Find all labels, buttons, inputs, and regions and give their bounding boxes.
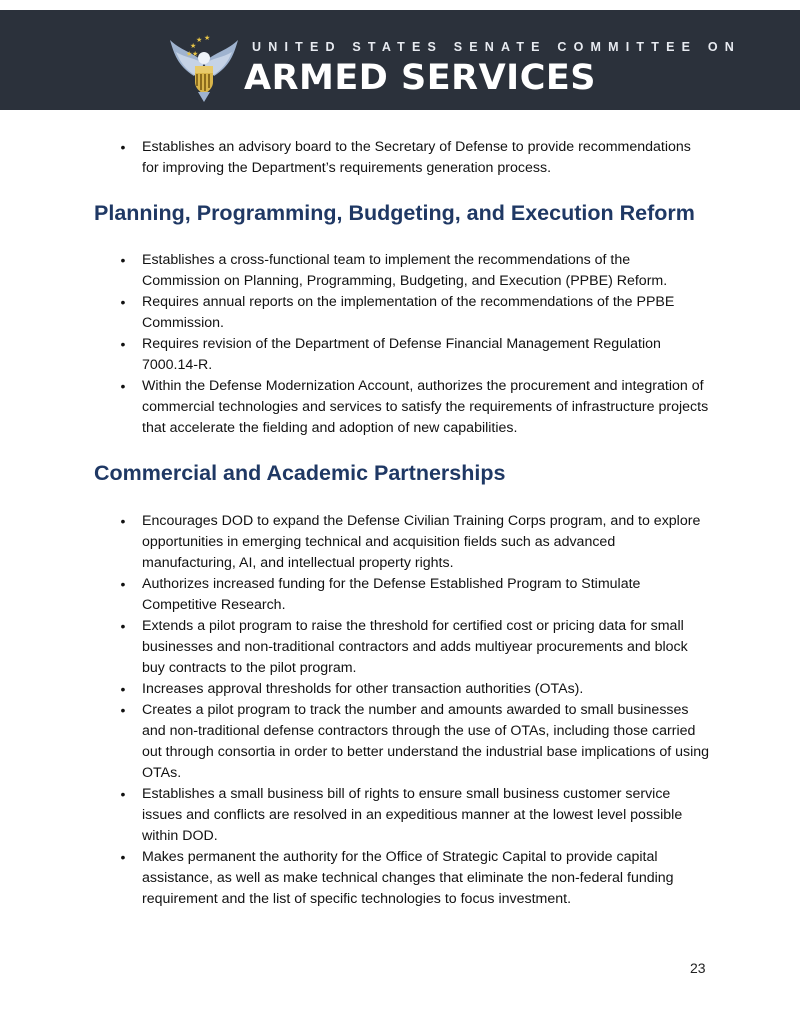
committee-label: UNITED STATES SENATE COMMITTEE ON (252, 40, 741, 54)
list-item: • Makes permanent the authority for the Office of Strategic Capital to provide capital assistance, as well as make technical changes that eliminate the non-federal funding requirement and the list of specific technologies to focus investment. (120, 847, 710, 910)
partnerships-bullet-list (120, 511, 710, 910)
bullet-icon: • (120, 139, 126, 155)
section-heading-ppbe: Planning, Programming, Budgeting, and Execution Reform (94, 201, 695, 225)
eagle-seal-icon (168, 32, 240, 104)
svg-text:★: ★ (192, 51, 199, 58)
committee-name: ARMED SERVICES (244, 58, 596, 98)
bullet-icon: • (120, 378, 126, 394)
bullet-icon: • (120, 294, 126, 310)
section-heading-partnerships: Commercial and Academic Partnerships (94, 461, 506, 485)
header-banner (0, 10, 800, 110)
list-item: • Increases approval thresholds for other transaction authorities (OTAs). (120, 679, 710, 700)
list-item: • Authorizes increased funding for the Defense Established Program to Stimulate Competitive Research. (120, 574, 710, 616)
svg-text:★: ★ (196, 37, 203, 44)
bullet-icon: • (120, 702, 126, 718)
list-item: • Encourages DOD to expand the Defense Civilian Training Corps program, and to explore opportunities in emerging technical and acquisition fields such as advanced manufacturing, AI, and intellectual property rights. (120, 511, 710, 574)
list-item: • Establishes an advisory board to the Secretary of Defense to provide recommendations for improving the Department’s requirements generation process. (120, 137, 710, 179)
svg-text:★: ★ (190, 43, 197, 50)
list-item: • Requires revision of the Department of Defense Financial Management Regulation 7000.14-R. (120, 334, 710, 376)
list-item: • Establishes a small business bill of rights to ensure small business customer service issues and conflicts are resolved in an expeditious manner at the lowest level possible within DOD. (120, 784, 710, 847)
bullet-icon: • (120, 252, 126, 268)
bullet-icon: • (120, 576, 126, 592)
list-item: • Establishes a cross-functional team to implement the recommendations of the Commission on Planning, Programming, Budgeting, and Execution (PPBE) Reform. (120, 250, 710, 292)
bullet-icon: • (120, 681, 126, 697)
svg-text:★: ★ (204, 35, 211, 42)
list-item: • Extends a pilot program to raise the threshold for certified cost or pricing data for small businesses and non-traditional contractors and adds multiyear procurements and block buy contracts to the pilot program. (120, 616, 710, 679)
list-item: • Within the Defense Modernization Account, authorizes the procurement and integration of commercial technologies and services to satisfy the requirements of infrastructure projects that accelerate the fielding and adoption of new capabilities. (120, 376, 710, 439)
page-number: 23 (690, 960, 706, 976)
list-item: • Requires annual reports on the implementation of the recommendations of the PPBE Commission. (120, 292, 710, 334)
ppbe-bullet-list (120, 250, 710, 439)
bullet-icon: • (120, 849, 126, 865)
bullet-icon: • (120, 618, 126, 634)
list-item: • Creates a pilot program to track the number and amounts awarded to small businesses and non-traditional defense contractors through the use of OTAs, including those carried out through consortia in order to better understand the industrial base implications of using OTAs. (120, 700, 710, 784)
bullet-icon: • (120, 786, 126, 802)
svg-text:★: ★ (186, 51, 193, 58)
bullet-icon: • (120, 336, 126, 352)
bullet-icon: • (120, 513, 126, 529)
intro-bullet-list (120, 137, 710, 179)
